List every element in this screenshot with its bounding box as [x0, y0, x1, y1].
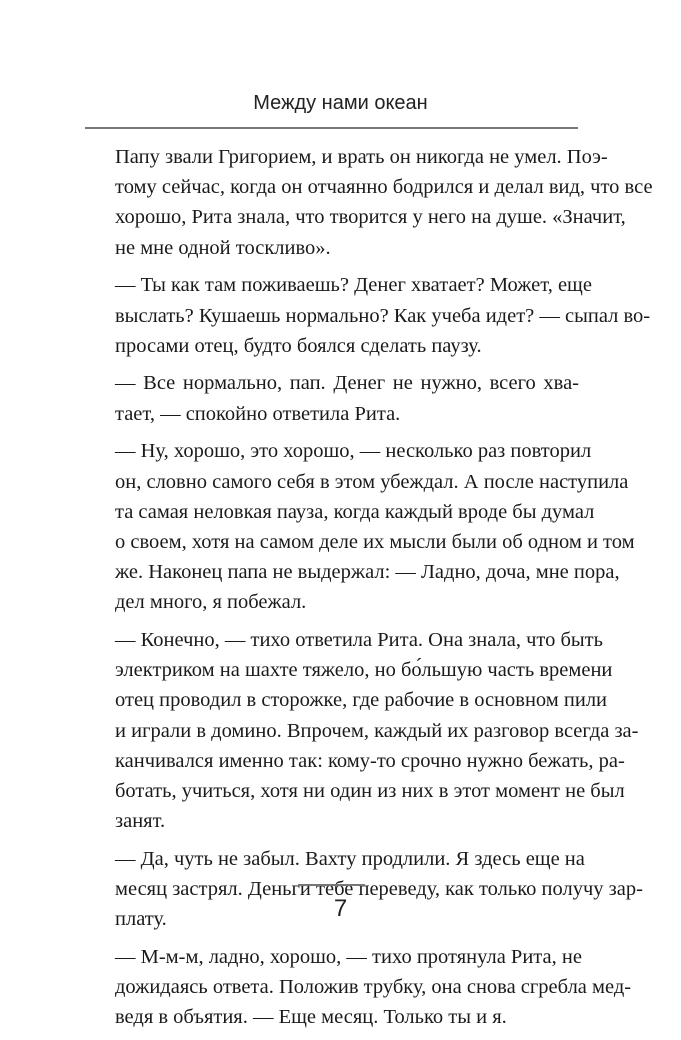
paragraph — [85, 625, 639, 836]
text-line: не мне одной тоскливо». — [115, 236, 331, 259]
text-line: — Да, чуть не забыл. Вахту продлили. Я здесь еще на — [115, 847, 585, 870]
paragraph — [85, 942, 632, 1033]
header-rule — [85, 127, 578, 129]
footer-rule — [298, 884, 365, 886]
text-line: же. Наконец папа не выдержал: — Ладно, доча, мне пора, — [115, 561, 620, 584]
text-line: отец проводил в сторожке, где рабочие в основном пили — [115, 689, 608, 712]
text-line: — Ну, хорошо, это хорошо, — несколько раз повторил — [115, 440, 592, 463]
paragraph — [85, 436, 635, 617]
text-line: тает, — спокойно ответила Рита. — [115, 402, 401, 425]
text-line: просами отец, будто боялся сделать паузу. — [115, 334, 482, 357]
running-header-title: Между нами океан — [253, 92, 428, 114]
text-line: и играли в домино. Впрочем, каждый их разговор всегда за- — [115, 719, 639, 742]
text-line: канчивался именно так: кому-то срочно нужно бежать, ра- — [115, 749, 625, 772]
text-line: о своем, хотя на самом деле их мысли были об одном и том — [115, 530, 635, 553]
text-line: хорошо, Рита знала, что творится у него на душе. «Значит, — [115, 206, 626, 229]
text-line: Папу звали Григорием, и врать он никогда не умел. Поэ- — [115, 146, 608, 168]
page-number: 7 — [333, 895, 348, 922]
paragraph — [85, 142, 653, 263]
text-line: плату. — [115, 908, 167, 931]
paragraph — [85, 368, 579, 428]
text-line: — М-м-м, ладно, хорошо, — тихо протянула Рита, не — [115, 946, 582, 969]
text-line: — Ты как там поживаешь? Денег хватает? Может, еще — [115, 274, 592, 297]
text-line: дел много, я побежал. — [115, 591, 307, 614]
paragraph — [85, 270, 651, 361]
text-line: занят. — [115, 810, 166, 833]
text-line: электриком на шахте тяжело, но бо́льшую часть времени — [115, 659, 613, 682]
text-line: — Все нормально, пап. Денег не нужно, всего хва- — [115, 372, 579, 395]
text-line: ведя в объятия. — Еще месяц. Только ты и я. — [115, 1006, 507, 1029]
text-line: он, словно самого себя в этом убеждал. А после наступила — [115, 470, 629, 493]
text-line: выслать? Кушаешь нормально? Как учеба идет? — сыпал во- — [115, 304, 651, 327]
text-line: тому сейчас, когда он отчаянно бодрился и делал вид, что все — [115, 176, 653, 199]
text-line: — Конечно, — тихо ответила Рита. Она знала, что быть — [115, 629, 603, 652]
text-line: ботать, учиться, хотя ни один из них в этот момент не был — [115, 780, 625, 803]
text-line: дожидаясь ответа. Положив трубку, она снова сгребла мед- — [115, 976, 632, 999]
text-line: месяц застрял. Деньги тебе переведу, как только получу зар- — [115, 878, 643, 901]
text-line: та самая неловкая пауза, когда каждый вроде бы думал — [115, 500, 595, 523]
